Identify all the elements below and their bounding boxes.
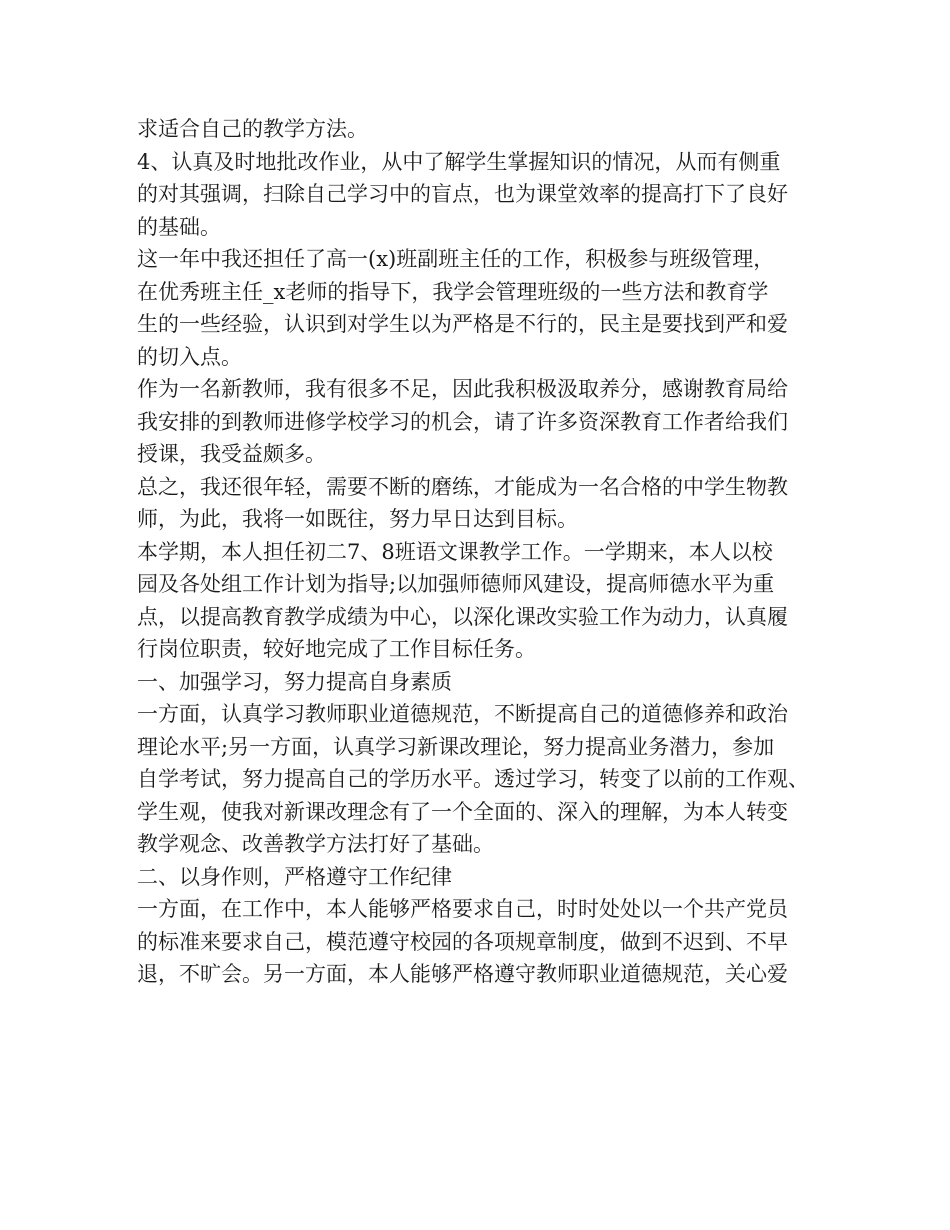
text-line: 行岗位职责，较好地完成了工作目标任务。 xyxy=(137,637,536,661)
text-line: 园及各处组工作计划为指导;以加强师德师风建设，提高师德水平为重 xyxy=(137,572,775,596)
text-line: 这一年中我还担任了高一(x)班副班主任的工作，积极参与班级管理， xyxy=(137,247,775,271)
text-line: 理论水平;另一方面，认真学习新课改理论，努力提高业务潜力，参加 xyxy=(137,734,775,759)
text-line: 4、认真及时地批改作业，从中了解学生掌握知识的情况，从而有侧重 xyxy=(137,149,781,174)
text-line: 的对其强调，扫除自己学习中的盲点，也为课堂效率的提高打下了良好 xyxy=(137,182,788,206)
text-line: 本学期，本人担任初二7、8班语文课教学工作。一学期来，本人以校 xyxy=(137,539,773,564)
section-heading: 二、以身作则，严格遵守工作纪律 xyxy=(137,864,452,889)
section-heading: 一、加强学习，努力提高自身素质 xyxy=(137,669,452,694)
text-line: 总之，我还很年轻，需要不断的磨练，才能成为一名合格的中学生物教 xyxy=(137,474,788,499)
text-line: 授课，我受益颇多。 xyxy=(137,442,326,466)
text-line: 学生观，使我对新课改理念有了一个全面的、深入的理解，为本人转变 xyxy=(137,799,788,824)
text-line: 教学观念、改善教学方法打好了基础。 xyxy=(137,832,494,856)
text-line: 一方面，在工作中，本人能够严格要求自己，时时处处以一个共产党员 xyxy=(137,897,788,921)
document-body xyxy=(137,113,837,991)
text-line: 一方面，认真学习教师职业道德规范，不断提高自己的道德修养和政治 xyxy=(137,702,788,726)
text-line: 点，以提高教育教学成绩为中心，以深化课改实验工作为动力，认真履 xyxy=(137,604,788,629)
text-line: 生的一些经验，认识到对学生以为严格是不行的，民主是要找到严和爱 xyxy=(137,312,788,336)
text-line: 师，为此，我将一如既往，努力早日达到目标。 xyxy=(137,507,578,531)
text-line: 求适合自己的教学方法。 xyxy=(137,117,368,141)
text-line: 在优秀班主任_x老师的指导下，我学会管理班级的一些方法和教育学 xyxy=(137,279,769,304)
text-line: 的切入点。 xyxy=(137,344,242,369)
text-line: 我安排的到教师进修学校学习的机会，请了许多资深教育工作者给我们 xyxy=(137,409,788,434)
text-line: 退，不旷会。另一方面，本人能够严格遵守教师职业道德规范，关心爱 xyxy=(137,962,788,986)
text-line: 自学考试，努力提高自己的学历水平。透过学习，转变了以前的工作观、 xyxy=(137,767,809,791)
text-line: 的标准来要求自己，模范遵守校园的各项规章制度，做到不迟到、不早 xyxy=(137,929,788,954)
text-line: 的基础。 xyxy=(137,214,221,239)
text-line: 作为一名新教师，我有很多不足，因此我积极汲取养分，感谢教育局给 xyxy=(137,377,788,401)
